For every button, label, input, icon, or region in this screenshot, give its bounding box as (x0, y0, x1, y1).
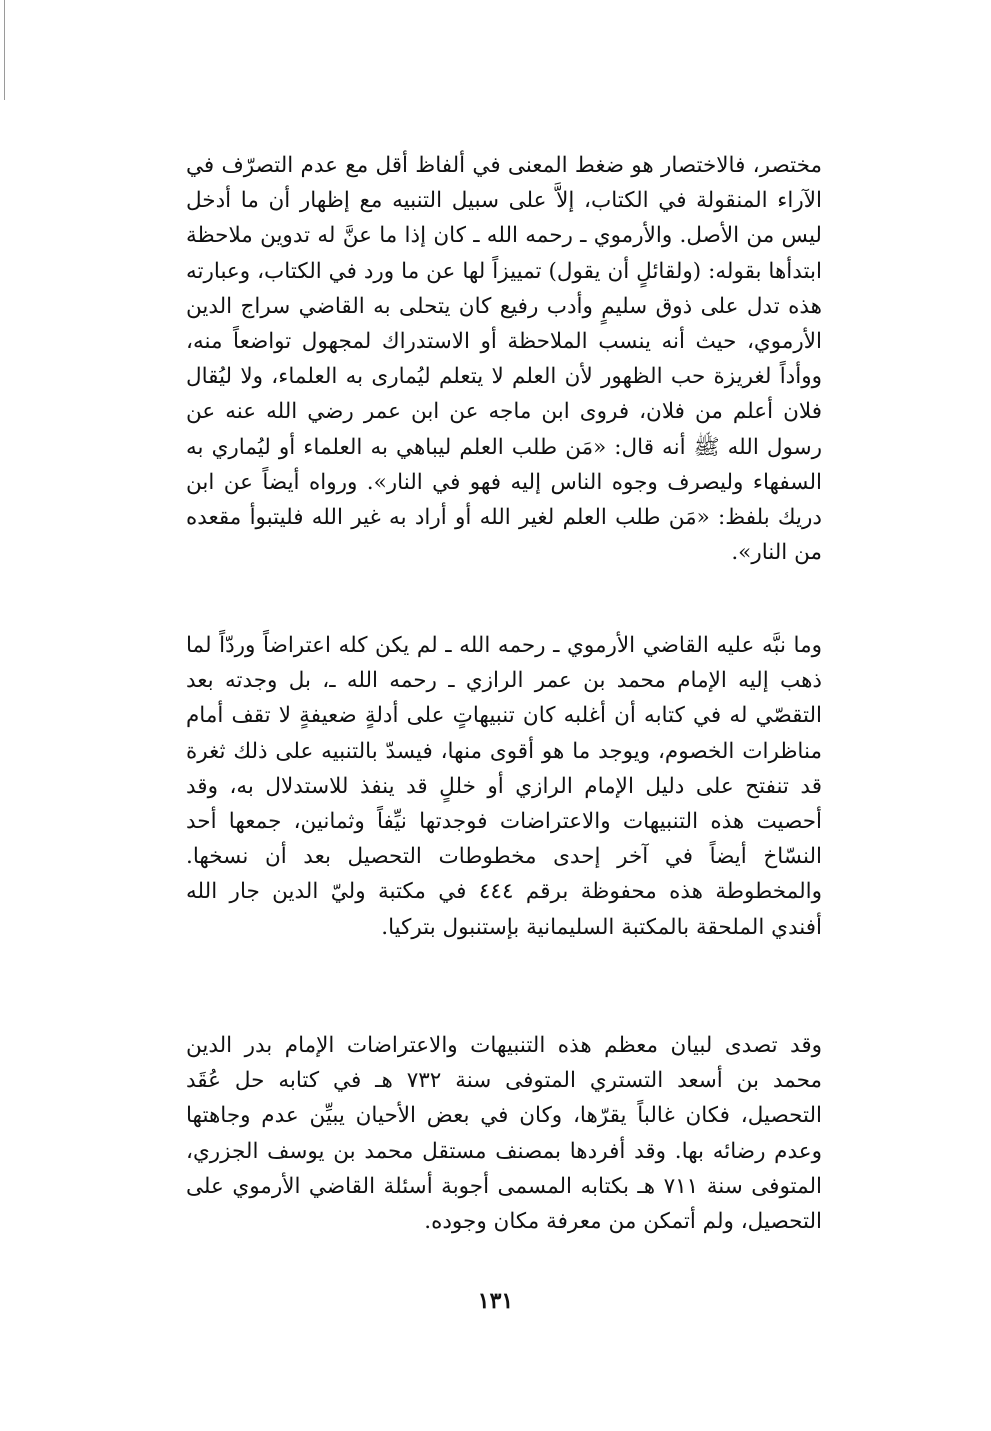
paragraph-text: وما نبَّه عليه القاضي الأرموي ـ رحمه الله ـ لم يكن كله اعتراضاً وردّاً لما ذهب إليه الإمام محمد بن عمر الرازي ـ رحمه الله ـ، بل وجدته بعد التقصّي له في كتابه أن أغلبه كان تنبيهاتٍ على أدلةٍ ضعيفةٍ لا تقف أمام مناظرات الخصوم، ويوجد ما هو أقوى منها، فيسدّ بالتنبيه على ذلك ثغرة قد تنفتح على دليل الإمام الرازي أو خللٍ قد ينفذ للاستدلال به، وقد أحصيت هذه التنبيهات والاعتراضات فوجدتها نيِّفاً وثمانين، جمعها أحد النسّاخ أيضاً في آخر إحدى مخطوطات التحصيل بعد أن نسخها. والمخطوطة هذه محفوظة برقم ٤٤٤ في مكتبة وليّ الدين جار الله أفندي الملحقة بالمكتبة السليمانية بإستنبول بتركيا. (186, 633, 822, 940)
paragraph-text: مختصر، فالاختصار هو ضغط المعنى في ألفاظ أقل مع عدم التصرّف في الآراء المنقولة في الكتاب، إلاَّ على سبيل التنبيه مع إظهار أن ما أدخل ليس من الأصل. والأرموي ـ رحمه الله ـ كان إذا ما عنَّ له تدوين ملاحظة ابتدأها بقوله: (ولقائلٍ أن يقول) تمييزاً لها عن ما ورد في الكتاب، وعبارته هذه تدل على ذوق سليمٍ وأدب رفيع كان يتحلى به القاضي سراج الدين الأرموي، حيث أنه ينسب الملاحظة أو الاستدراك لمجهول تواضعاً منه، ووأداً لغريزة حب الظهور لأن العلم لا يتعلم ليُمارى به العلماء، ولا ليُقال فلان أعلم من فلان، فروى ابن ماجه عن ابن عمر رضي الله عنه عن رسول الله ﷺ أنه قال: «مَن طلب العلم ليباهي به العلماء أو ليُماري به السفهاء وليصرف وجوه الناس إليه فهو في النار». ورواه أيضاً عن ابن دريك بلفظ: «مَن طلب العلم لغير الله أو أراد به غير الله فليتبوأ مقعده من النار». (186, 153, 822, 566)
paragraph-text: وقد تصدى لبيان معظم هذه التنبيهات والاعتراضات الإمام بدر الدين محمد بن أسعد التستري المتوفى سنة ٧٣٢ هـ في كتابه حل عُقَد التحصيل، فكان غالباً يقرّها، وكان في بعض الأحيان يبيِّن عدم وجاهتها وعدم رضائه بها. وقد أفردها بمصنف مستقل محمد بن يوسف الجزري، المتوفى سنة ٧١١ هـ بكتابه المسمى أجوبة أسئلة القاضي الأرموي على التحصيل، ولم أتمكن من معرفة مكان وجوده. (186, 1033, 823, 1235)
paragraph-1 (186, 148, 822, 570)
paragraph-2 (186, 628, 822, 945)
page-edge-line (4, 0, 5, 100)
page-number: ١٣١ (477, 1288, 514, 1314)
paragraph-3 (186, 1028, 822, 1239)
